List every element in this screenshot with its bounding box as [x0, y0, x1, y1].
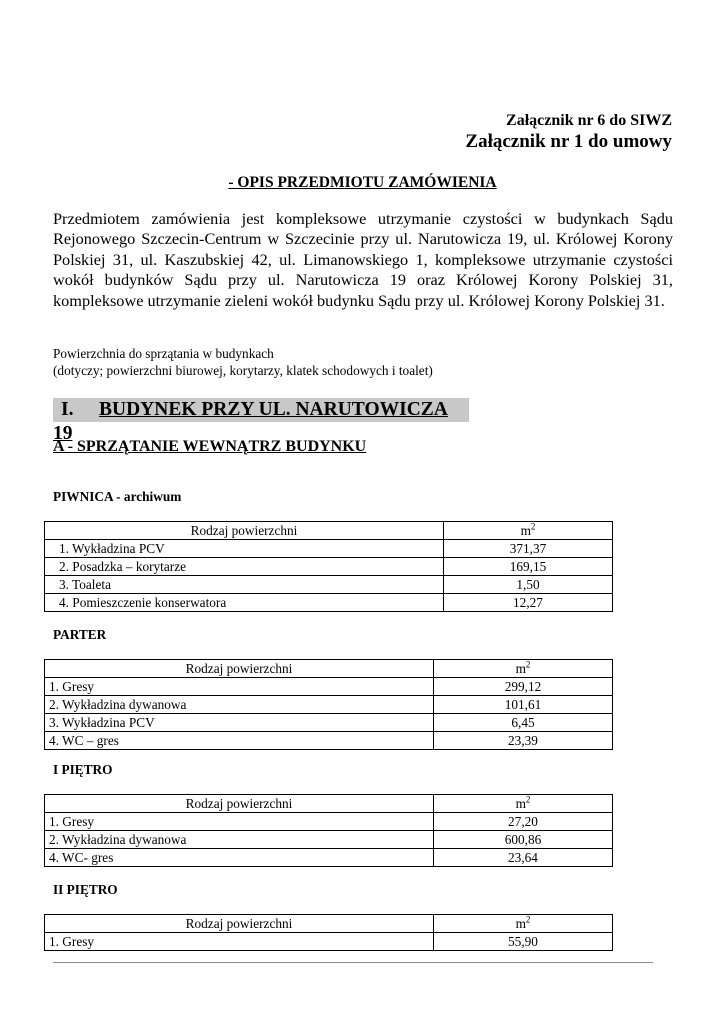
- table-header-row: [45, 522, 613, 540]
- level-heading-second-floor: II PIĘTRO: [53, 882, 118, 897]
- table-row: 2. Wykładzina dywanowa 600,86: [45, 831, 613, 849]
- level-heading-ground-floor: PARTER: [53, 627, 107, 642]
- footer-rule: [53, 962, 653, 963]
- section-number: I.: [61, 399, 74, 420]
- header-surface-type: Rodzaj powierzchni: [45, 795, 434, 813]
- area-note-line1: Powierzchnia do sprzątania w budynkach: [53, 346, 274, 361]
- table-basement: [44, 521, 613, 612]
- table-header-row: [45, 915, 613, 933]
- annex-siwz-label: Załącznik nr 6 do SIWZ: [506, 112, 672, 129]
- area-note: [53, 345, 433, 379]
- intro-paragraph: Przedmiotem zamówienia jest kompleksowe utrzymanie czystości w budynkach Sądu Rejonowego Szczecin-Centrum w Szczecinie przy ul. Narutowicza 19, ul. Królowej Korony Polskiej 31, ul. Kaszubskiej 42, ul. Limanowskiego 1, kompleksowe utrzymanie czystości wokół budynków Sądu przy ul. Narutowicza 19 oraz Królowej Korony Polskiej 31, kompleksowe utrzymanie zieleni wokół budynku Sądu przy ul. Królowej Korony Polskiej 31.: [53, 209, 673, 310]
- level-heading-first-floor: I PIĘTRO: [53, 762, 113, 777]
- header-surface-type: Rodzaj powierzchni: [45, 660, 434, 678]
- header-unit: $m^2$: [434, 660, 613, 678]
- table-row: 1. Gresy 55,90: [45, 933, 613, 951]
- header-unit: $m^2$: [434, 915, 613, 933]
- level-heading-basement: PIWNICA - archiwum: [53, 489, 182, 504]
- table-row: 1. Gresy 27,20: [45, 813, 613, 831]
- header-surface-type: Rodzaj powierzchni: [45, 915, 434, 933]
- header-surface-type: Rodzaj powierzchni: [45, 522, 444, 540]
- header-unit: $m^2$: [444, 522, 613, 540]
- area-note-line2: (dotyczy; powierzchni biurowej, korytarzy, klatek schodowych i toalet): [53, 363, 433, 378]
- table-row: 3. Toaleta 1,50: [45, 576, 613, 594]
- table-ground-floor: [44, 659, 613, 750]
- header-unit: $m^2$: [434, 795, 613, 813]
- table-row: 1. Gresy 299,12: [45, 678, 613, 696]
- table-first-floor: [44, 794, 613, 867]
- table-second-floor: [44, 914, 613, 951]
- table-row: 4. WC – gres 23,39: [45, 732, 613, 750]
- table-header-row: [45, 795, 613, 813]
- table-row: 1. Wykładzina PCV 371,37: [45, 540, 613, 558]
- document-title: - OPIS PRZEDMIOTU ZAMÓWIENIA: [228, 174, 497, 191]
- table-row: 2. Posadzka – korytarze 169,15: [45, 558, 613, 576]
- section-title: BUDYNEK PRZY UL. NARUTOWICZA 19: [53, 399, 448, 444]
- table-row: 4. Pomieszczenie konserwatora 12,27: [45, 594, 613, 612]
- subsection-heading-interior: A - SPRZĄTANIE WEWNĄTRZ BUDYNKU: [53, 438, 367, 455]
- table-row: 4. WC- gres 23,64: [45, 849, 613, 867]
- section-heading-building: [53, 398, 469, 444]
- annex-contract-label: Załącznik nr 1 do umowy: [465, 131, 672, 152]
- table-header-row: [45, 660, 613, 678]
- table-row: 2. Wykładzina dywanowa 101,61: [45, 696, 613, 714]
- table-row: 3. Wykładzina PCV 6,45: [45, 714, 613, 732]
